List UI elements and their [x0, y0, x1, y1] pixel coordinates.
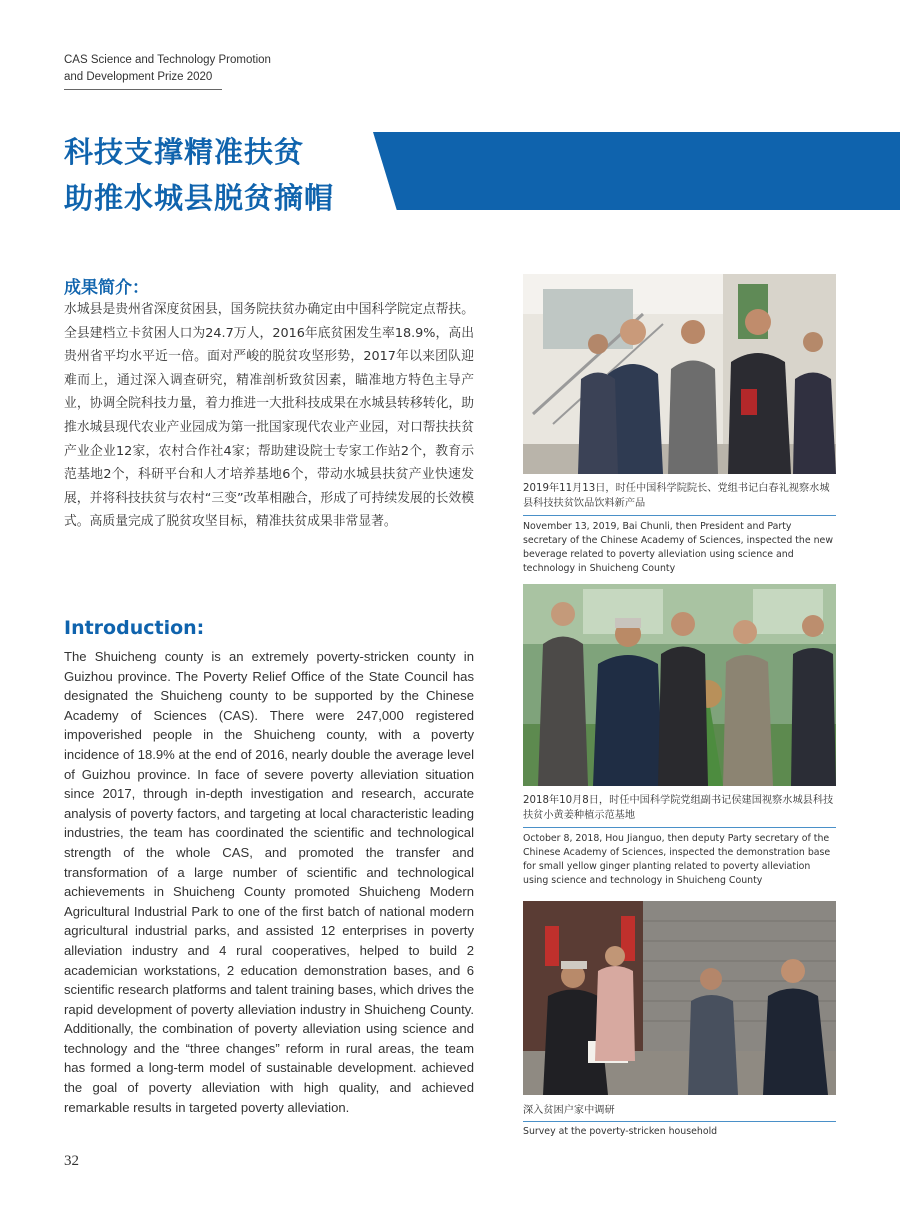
photo-3-caption-cn: 深入贫困户家中调研: [523, 1105, 615, 1116]
photo-3-caption-en: Survey at the poverty-stricken household: [523, 1126, 718, 1137]
title-banner: [373, 132, 900, 210]
title-line-2: 助推水城县脱贫摘帽: [64, 181, 335, 215]
photo-beverage-inspection: [523, 274, 836, 474]
header-line-2: and Development Prize 2020: [64, 71, 213, 83]
summary-cn-body: 水城县是贵州省深度贫困县，国务院扶贫办确定由中国科学院定点帮扶。全县建档立卡贫困人口为24.7万人，2016年底贫困发生率18.9%，高出贵州省平均水平近一倍。面对严峻的脱贫攻坚形势，2017年以来团队迎难而上，通过深入调查研究，精准剖析致贫因素，瞄准地方特色主导产业，协调全院科技力量，着力推进一大批科技成果在水城县转移转化，助推水城县现代农业产业园成为第一批国家现代农业产业园，对口帮扶扶贫产业企业12家，农村合作社4家；帮助建设院士专家工作站2个，教育示范基地2个，科研平台和人才培养基地6个，带动水城县扶贫产业快速发展，并将科技扶贫与农村“三变”改革相融合，形成了可持续发展的长效模式。高质量完成了脱贫攻坚目标，精准扶贫成果非常显著。: [64, 302, 474, 530]
summary-en-body: The Shuicheng county is an extremely poverty-stricken county in Guizhou province. The Poverty Relief Office of the State Council has designated the Shuicheng county to be supported by the Chinese Academy of Sciences (CAS). There were 247,000 registered impoverished people in the Shuicheng county, with a poverty incidence of 18.9% at the end of 2016, nearly double the average level of Guizhou province. In face of severe poverty alleviation situation since 2017, through in-depth investigation and research, accurate analysis of poverty factors, and targeting at local characteristic leading industries, the team has coordinated the scientific and technological strength of the whole CAS, and promoted the transfer and transformation of a large number of scientific and technological achievements in Shuicheng County promoted Shuicheng Modern Agricultural Industrial Park to one of the first batch of national modern agricultural industrial parks, and assisted 12 enterprises in poverty alleviation industry and 4 rural cooperatives, helped to build 2 academician workstations, 2 education demonstration bases, and 6 scientific research platforms and talent training bases, which drives the rapid development of poverty alleviation industry in Shuicheng County. Additionally, the combination of poverty alleviation using science and technology and the “three changes” reform in rural areas, the team has formed a long-term model of sustainable development. achieved the goal of poverty alleviation with high quality, and achieved remarkable results in targeted poverty alleviation.: [64, 649, 474, 1115]
photo-2-caption-en: October 8, 2018, Hou Jianguo, then deputy Party secretary of the Chinese Academy of Sciences, inspected the demonstration base for small yellow ginger planting related to poverty alleviation using science and technology in Shuicheng County: [523, 833, 831, 886]
summary-cn-heading: 成果简介：: [64, 278, 149, 298]
photo-ginger-field-image: [523, 584, 836, 786]
page-number: 32: [64, 1153, 79, 1169]
photo-1-caption-rule: [523, 515, 836, 516]
photo-2-caption-cn: 2018年10月8日，时任中国科学院党组副书记侯建国视察水城县科技扶贫小黄姜种植示范基地: [523, 795, 834, 821]
photo-3-caption-rule: [523, 1121, 836, 1122]
photo-2-caption-rule: [523, 827, 836, 828]
photo-1-caption-cn: 2019年11月13日，时任中国科学院院长、党组书记白春礼视察水城县科技扶贫饮品饮料新产品: [523, 483, 830, 509]
photo-beverage-inspection-image: [523, 274, 836, 474]
header-rule: [64, 89, 222, 90]
summary-en-heading: Introduction:: [64, 617, 205, 639]
photo-household-survey-image: [523, 901, 836, 1095]
running-header: [64, 52, 271, 86]
photo-1-caption-en: November 13, 2019, Bai Chunli, then President and Party secretary of the Chinese Academy of Sciences, inspected the new beverage related to poverty alleviation using science and technology in Shuicheng County: [523, 521, 833, 574]
photo-ginger-field: [523, 584, 836, 786]
title-line-1: 科技支撑精准扶贫: [64, 135, 305, 169]
photo-household-survey: [523, 901, 836, 1095]
header-line-1: CAS Science and Technology Promotion: [64, 54, 271, 66]
